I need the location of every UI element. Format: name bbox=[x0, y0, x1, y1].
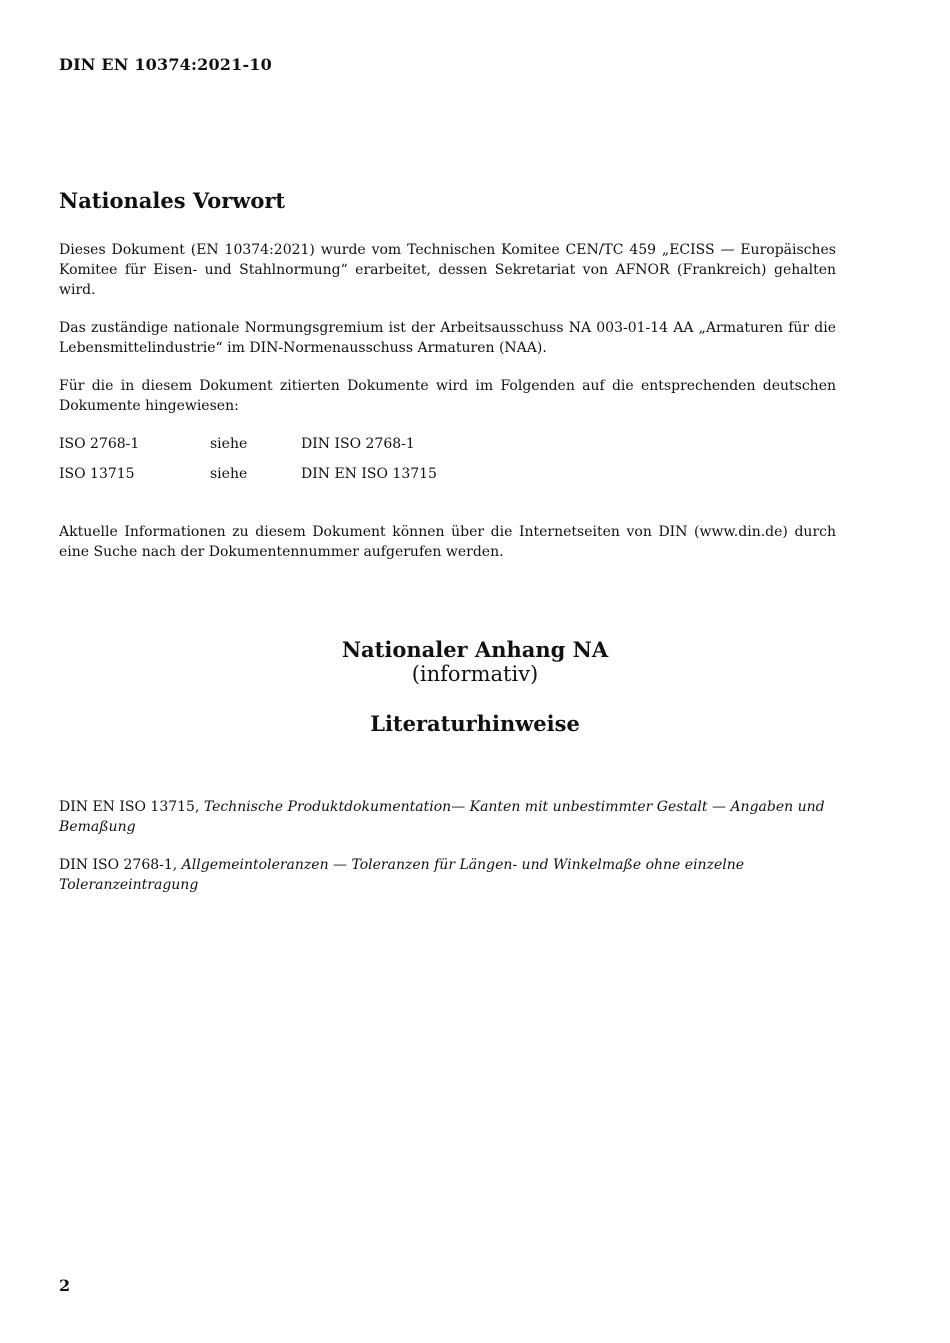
section-title-vorwort: Nationales Vorwort bbox=[59, 188, 286, 213]
page-number: 2 bbox=[59, 1276, 71, 1295]
document-identifier: DIN EN 10374:2021-10 bbox=[59, 55, 272, 74]
bibliography-title-text: Technische Produktdokumentation— Kanten mit unbestimmter Gestalt — Angaben und Bemaßung bbox=[59, 799, 825, 835]
bibliography-ref: DIN ISO 2768-1, bbox=[59, 857, 182, 873]
vorwort-paragraph-4: Aktuelle Informationen zu diesem Dokument können über die Internetseiten von DIN (www.din.de) durch eine Suche nach der Dokumentennummer aufgerufen werden. bbox=[59, 524, 836, 560]
annex-subtitle: (informativ) bbox=[411, 662, 539, 686]
reference-row bbox=[59, 464, 836, 484]
reference-row bbox=[59, 434, 836, 454]
bibliography-ref: DIN EN ISO 13715, bbox=[59, 799, 204, 815]
vorwort-paragraph-1: Dieses Dokument (EN 10374:2021) wurde vom Technischen Komitee CEN/TC 459 „ECISS — Europäisches Komitee für Eisen- und Stahlnormung“ erarbeitet, dessen Sekretariat von AFNOR (Frankreich) gehalten wird. bbox=[59, 242, 836, 298]
bibliography-entry bbox=[59, 855, 836, 895]
vorwort-paragraph-2: Das zuständige nationale Normungsgremium ist der Arbeitsausschuss NA 003-01-14 AA „Armaturen für die Lebensmittelindustrie“ im DIN-Normenausschuss Armaturen (NAA). bbox=[59, 320, 836, 356]
reference-din: DIN EN ISO 13715 bbox=[301, 466, 437, 482]
reference-din: DIN ISO 2768-1 bbox=[301, 436, 415, 452]
bibliography-entry bbox=[59, 797, 836, 837]
reference-iso: ISO 2768-1 bbox=[59, 436, 140, 452]
bibliography-title-text: Allgemeintoleranzen — Toleranzen für Längen- und Winkelmaße ohne einzelne Toleranzeintragung bbox=[59, 857, 745, 893]
bibliography-title: Literaturhinweise bbox=[370, 711, 580, 736]
annex-title: Nationaler Anhang NA bbox=[341, 637, 609, 662]
reference-link-word: siehe bbox=[210, 466, 248, 482]
reference-link-word: siehe bbox=[210, 436, 248, 452]
reference-iso: ISO 13715 bbox=[59, 466, 135, 482]
vorwort-paragraph-3: Für die in diesem Dokument zitierten Dokumente wird im Folgenden auf die entsprechenden deutschen Dokumente hingewiesen: bbox=[59, 378, 836, 414]
